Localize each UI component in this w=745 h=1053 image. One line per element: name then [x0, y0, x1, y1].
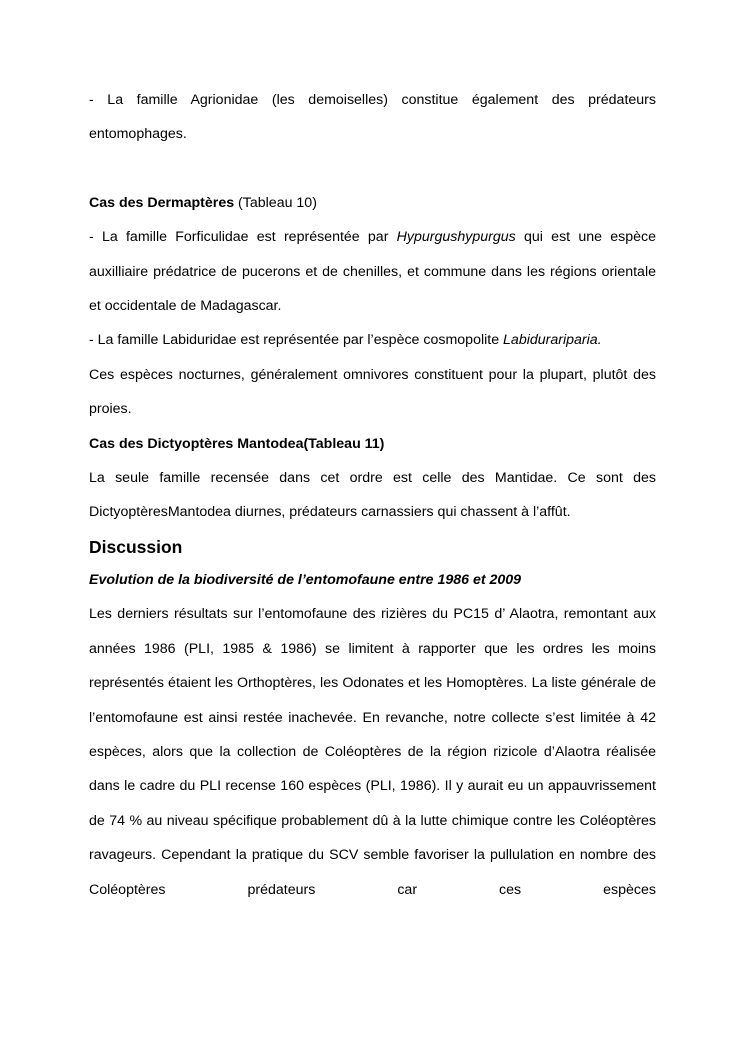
text-run: - La famille Labiduridae est représentée par l’espèce cosmopolite: [89, 332, 504, 349]
paragraph-labiduridae: [89, 323, 656, 357]
heading-discussion: Discussion: [89, 536, 183, 557]
paragraph-nocturnal-species: Ces espèces nocturnes, généralement omnivores constituent pour la plupart, plutôt des proies.: [89, 366, 656, 418]
paragraph-mantidae: La seule famille recensée dans cet ordre est celle des Mantidae. Ce sont des DictyoptèresMantodea diurnes, prédateurs carnassiers qui chassent à l’affût.: [89, 470, 656, 521]
paragraph-agrionidae: - La famille Agrionidae (les demoiselles) constitue également des prédateurs entomophages.: [89, 92, 656, 143]
section-title-dermapteres: [89, 186, 656, 220]
section-title-ref: (Tableau 10): [234, 194, 317, 211]
document-page: [89, 83, 656, 907]
section-title-mantodea: [89, 427, 656, 461]
paragraph-discussion: Les derniers résultats sur l’entomofaune des rizières du PC15 d’ Alaotra, remontant aux années 1986 (PLI, 1985 & 1986) se limitent à rapporter que les ordres les moins représentés étaient les Orthoptères, les Odonates et les Homoptères. La liste générale de l’entomofaune est ainsi restée inachevée. En revanche, notre collecte s’est limitée à 42 espèces, alors que la collection de Coléoptères de la région rizicole d’Alaotra réalisée dans le cadre du PLI recense 160 espèces (PLI, 1986). Il y aurait eu un appauvrissement de 74 % au niveau spécifique probablement dû à la lutte chimique contre les Coléoptères ravageurs. Cependant la pratique du SCV semble favoriser la pullulation en nombre des Coléoptères prédateurs car ces espèces: [89, 606, 656, 898]
species-name: Hypurgushypurgus: [396, 229, 516, 246]
section-title-bold: Cas des Dermaptères: [89, 194, 235, 211]
section-title-bold: Cas des Dictyoptères Mantodea(Tableau 11): [89, 435, 385, 452]
species-name: Labidurariparia.: [503, 332, 602, 349]
text-run: - La famille Forficulidae est représentée par: [89, 229, 397, 246]
spacer: [89, 152, 656, 186]
subheading-evolution: Evolution de la biodiversité de l’entomofaune entre 1986 et 2009: [89, 571, 522, 588]
text-run: qui est une espèce auxilliaire prédatrice de pucerons et de chenilles, et commune dans les régions orientale et occidentale de Madagascar.: [89, 229, 657, 315]
paragraph-forficulidae: [89, 220, 656, 323]
